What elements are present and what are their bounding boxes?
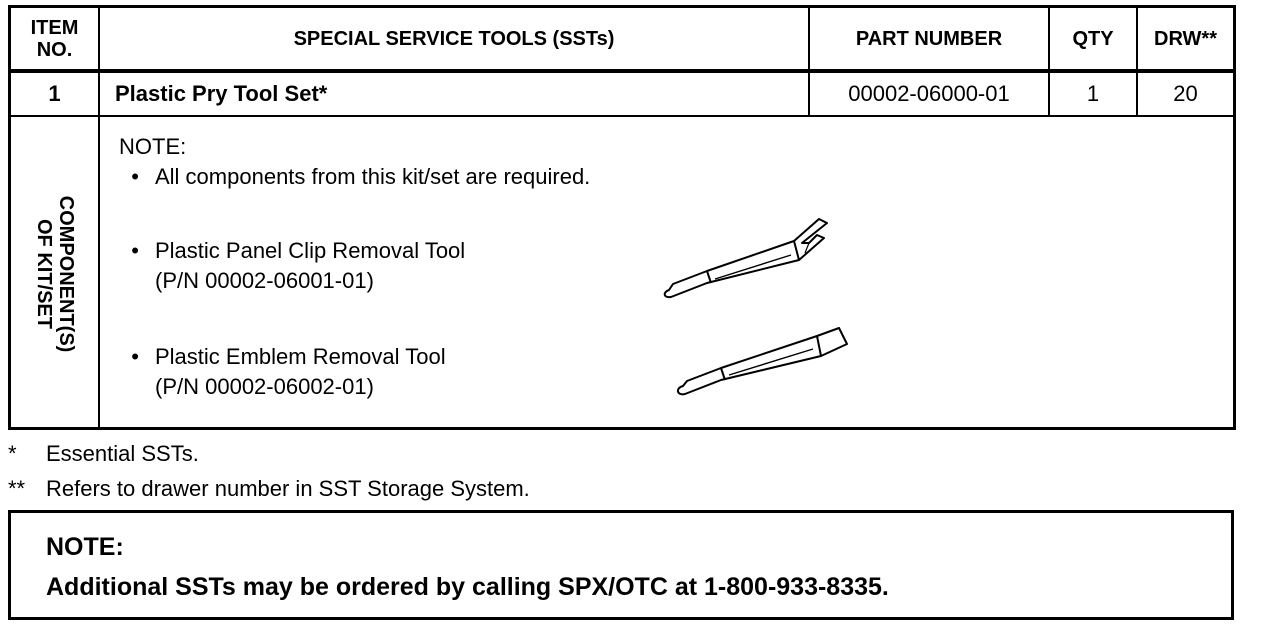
header-tools <box>100 8 808 69</box>
header-tools-label: SPECIAL SERVICE TOOLS (SSTs) <box>293 27 615 50</box>
row-item-no: 1 <box>48 81 61 106</box>
row-tool-name: Plastic Pry Tool Set* <box>115 81 328 106</box>
footnote-mark: * <box>8 441 17 466</box>
component-part-number: (P/N 00002-06002-01) <box>155 374 374 399</box>
components-note-bullet <box>119 162 590 192</box>
sst-table <box>8 5 1236 430</box>
component-item <box>119 236 465 296</box>
header-item-no-label: ITEM NO. <box>30 16 79 61</box>
header-drw <box>1138 8 1233 69</box>
footnote-mark: ** <box>8 476 26 501</box>
side-label-line1: COMPONENT(S) <box>54 195 77 352</box>
note-box <box>8 510 1234 620</box>
component-name: Plastic Emblem Removal Tool <box>155 344 446 369</box>
component-part-number: (P/N 00002-06001-01) <box>155 268 374 293</box>
row-drw: 20 <box>1173 81 1198 106</box>
header-item-no <box>11 8 98 69</box>
header-qty <box>1050 8 1136 69</box>
components-side-label <box>11 120 98 427</box>
bullet-dot: • <box>119 164 139 189</box>
row-qty: 1 <box>1086 81 1100 106</box>
component-item <box>119 342 446 402</box>
component-name: Plastic Panel Clip Removal Tool <box>155 238 466 263</box>
footnote-drawer <box>8 476 530 502</box>
note-title: NOTE: <box>46 533 124 561</box>
note-body: Additional SSTs may be ordered by calling SPX/OTC at 1-800-933-8335. <box>46 573 889 601</box>
footnote-text: Refers to drawer number in SST Storage System. <box>46 476 530 501</box>
footnote-text: Essential SSTs. <box>46 441 199 466</box>
components-note-label: NOTE: <box>119 134 187 159</box>
header-part-number-label: PART NUMBER <box>855 27 1003 50</box>
side-label-line2: OF KIT/SET <box>32 218 55 329</box>
header-drw-label: DRW** <box>1154 27 1217 50</box>
footnote-essential <box>8 441 199 467</box>
row-divider <box>11 115 1233 117</box>
components-note-text: All components from this kit/set are required. <box>155 164 591 189</box>
bullet-dot: • <box>119 238 139 263</box>
panel-clip-tool-icon <box>659 213 834 303</box>
header-part-number <box>810 8 1048 69</box>
emblem-tool-icon <box>671 324 856 400</box>
row-part-number: 00002-06000-01 <box>848 81 1010 106</box>
bullet-dot: • <box>119 344 139 369</box>
header-qty-label: QTY <box>1072 27 1114 50</box>
